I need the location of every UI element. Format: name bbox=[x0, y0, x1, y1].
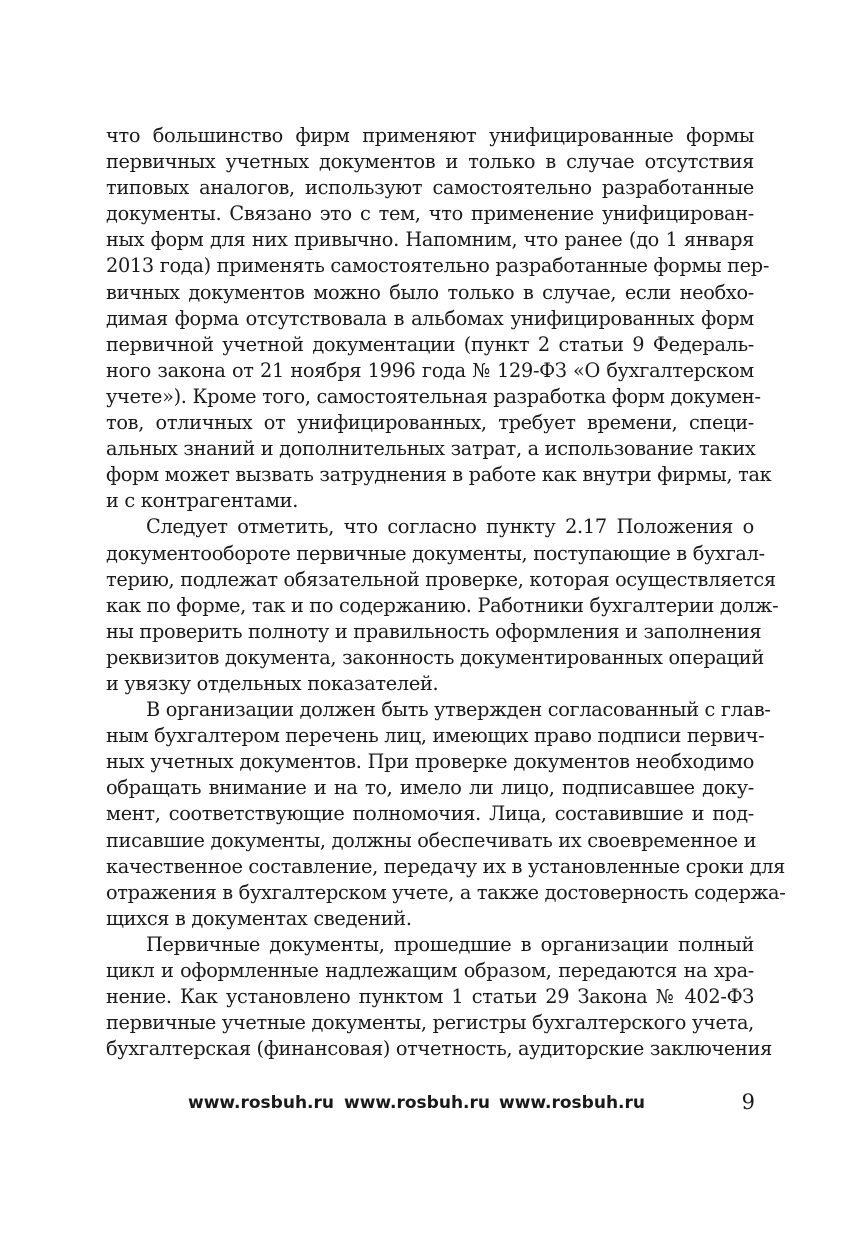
text-line: ного закона от 21 ноября 1996 года № 129-ФЗ «О бухгалтерском bbox=[106, 358, 754, 382]
text-line: форм может вызвать затруднения в работе как внутри фирмы, так bbox=[106, 463, 772, 487]
text-line: что большинство фирм применяют унифицированные формы bbox=[106, 124, 754, 147]
text-line: первичных учетных документов и только в случае отсутствия bbox=[106, 150, 754, 174]
text-line: Следует отметить, что согласно пункту 2.17 Положения о bbox=[146, 515, 754, 539]
footer-url-link[interactable]: www.rosbuh.ru bbox=[188, 1093, 334, 1113]
text-line: документы. Связано это с тем, что применение унифицирован- bbox=[106, 202, 754, 226]
text-line: как по форме, так и по содержанию. Работники бухгалтерии долж- bbox=[106, 593, 779, 617]
text-line: тов, отличных от унифицированных, требует времени, специ- bbox=[106, 411, 754, 435]
text-line: ных учетных документов. При проверке документов необходимо bbox=[106, 750, 754, 774]
page-footer bbox=[0, 1090, 857, 1123]
text-line: писавшие документы, должны обеспечивать их своевременное и bbox=[106, 828, 757, 852]
page-number: 9 bbox=[741, 1090, 755, 1114]
text-line: первичной учетной документации (пункт 2 статьи 9 Федераль- bbox=[106, 332, 754, 356]
body-text bbox=[106, 123, 786, 1062]
paragraph bbox=[106, 514, 779, 697]
text-line: первичные учетные документы, регистры бухгалтерского учета, bbox=[106, 1011, 754, 1035]
text-line: учете»). Кроме того, самостоятельная разработка форм докумен- bbox=[106, 384, 761, 408]
footer-url-link[interactable]: www.rosbuh.ru bbox=[499, 1093, 645, 1113]
text-line: ным бухгалтером перечень лиц, имеющих право подписи первич- bbox=[106, 724, 765, 748]
text-line: обращать внимание и на то, имело ли лицо, подписавшее доку- bbox=[106, 776, 754, 800]
text-line: отражения в бухгалтерском учете, а также достоверность содержа- bbox=[106, 880, 786, 904]
text-line: типовых аналогов, используют самостоятельно разработанные bbox=[106, 176, 754, 200]
text-line: 2013 года) применять самостоятельно разработанные формы пер- bbox=[106, 254, 770, 278]
text-line: вичных документов можно было только в случае, если необхо- bbox=[106, 280, 754, 304]
text-line: мент, соответствующие полномочия. Лица, составившие и под- bbox=[106, 802, 754, 826]
text-line: качественное составление, передачу их в установленные сроки для bbox=[106, 854, 786, 878]
text-line: ны проверить полноту и правильность оформления и заполнения bbox=[106, 619, 762, 643]
text-line: нение. Как установлено пунктом 1 статьи 29 Закона № 402-ФЗ bbox=[106, 985, 754, 1009]
text-line: ных форм для них привычно. Напомним, что ранее (до 1 января bbox=[106, 228, 754, 252]
text-line: и увязку отдельных показателей. bbox=[106, 671, 439, 695]
text-line: реквизитов документа, законность документированных операций bbox=[106, 645, 764, 669]
paragraph bbox=[106, 123, 772, 514]
text-line: В организации должен быть утвержден согласованный с глав- bbox=[146, 698, 771, 722]
text-line: и с контрагентами. bbox=[106, 489, 299, 513]
paragraph bbox=[106, 697, 786, 932]
paragraph bbox=[106, 932, 772, 1062]
text-line: альных знаний и дополнительных затрат, а использование таких bbox=[106, 437, 756, 461]
text-line: Первичные документы, прошедшие в организации полный bbox=[146, 932, 754, 956]
text-line: бухгалтерская (финансовая) отчетность, аудиторские заключения bbox=[106, 1037, 772, 1061]
text-line: документообороте первичные документы, поступающие в бухгал- bbox=[106, 541, 765, 565]
footer-url-link[interactable]: www.rosbuh.ru bbox=[344, 1093, 490, 1113]
text-line: терию, подлежат обязательной проверке, которая осуществляется bbox=[106, 567, 776, 591]
text-line: димая форма отсутствовала в альбомах унифицированных форм bbox=[106, 306, 754, 330]
text-line: щихся в документах сведений. bbox=[106, 906, 412, 930]
text-line: цикл и оформленные надлежащим образом, передаются на хра- bbox=[106, 959, 754, 982]
